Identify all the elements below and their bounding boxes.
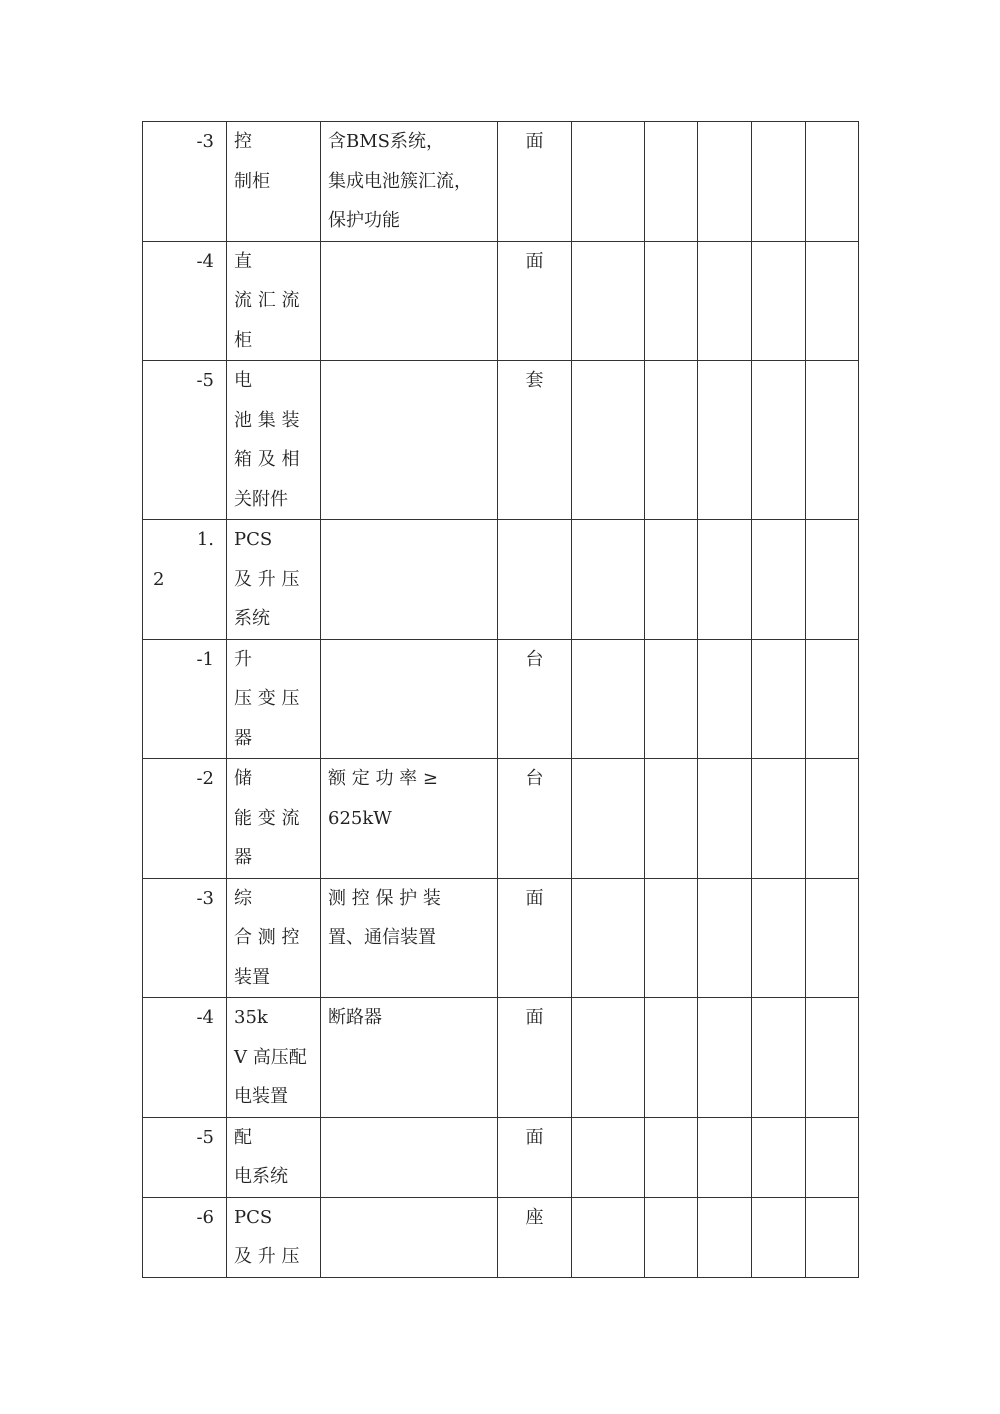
cell-line: 关附件	[234, 488, 288, 510]
cell-line: 含BMS系统，	[328, 131, 444, 152]
cell-line: 流 汇 流	[234, 290, 300, 311]
table-row	[143, 361, 859, 520]
cell-line: -1	[196, 648, 214, 670]
empty-cell	[698, 1197, 752, 1277]
empty-cell	[752, 520, 806, 640]
empty-cell	[645, 122, 698, 242]
empty-cell	[698, 639, 752, 759]
item-spec-cell	[321, 878, 498, 998]
empty-cell	[806, 241, 859, 361]
empty-cell	[698, 520, 752, 640]
item-name-cell	[227, 122, 321, 242]
cell-line: 面	[525, 131, 544, 152]
empty-cell	[572, 759, 645, 879]
item-spec-cell	[321, 122, 498, 242]
cell-line: 断路器	[328, 1007, 382, 1028]
item-spec-cell	[321, 639, 498, 759]
cell-line: -5	[196, 1126, 214, 1148]
empty-cell	[572, 639, 645, 759]
empty-cell	[806, 1197, 859, 1277]
empty-cell	[752, 998, 806, 1118]
empty-cell	[572, 241, 645, 361]
cell-line: 压 变 压	[234, 688, 300, 709]
table-row	[143, 241, 859, 361]
empty-cell	[645, 759, 698, 879]
item-unit-cell	[498, 759, 572, 879]
cell-line: 额 定 功 率 ≥	[328, 768, 438, 789]
empty-cell	[645, 361, 698, 520]
empty-cell	[806, 1117, 859, 1197]
empty-cell	[572, 1197, 645, 1277]
item-unit-cell	[498, 1197, 572, 1277]
cell-line: 面	[525, 1007, 544, 1028]
empty-cell	[698, 361, 752, 520]
cell-line: 器	[234, 727, 252, 749]
cell-line: 面	[525, 887, 544, 909]
empty-cell	[806, 361, 859, 520]
cell-line: 2	[153, 568, 165, 590]
empty-cell	[806, 998, 859, 1118]
empty-cell	[572, 361, 645, 520]
cell-line: 座	[525, 1206, 544, 1228]
empty-cell	[572, 998, 645, 1118]
item-number-cell	[143, 878, 227, 998]
item-unit-cell	[498, 878, 572, 998]
empty-cell	[645, 1117, 698, 1197]
empty-cell	[698, 1117, 752, 1197]
item-spec-cell	[321, 241, 498, 361]
empty-cell	[572, 878, 645, 998]
item-number-cell	[143, 639, 227, 759]
cell-line: -5	[196, 370, 214, 391]
empty-cell	[806, 878, 859, 998]
empty-cell	[572, 1117, 645, 1197]
cell-line: 及 升 压	[234, 568, 300, 590]
cell-line: 直	[234, 250, 252, 272]
empty-cell	[752, 361, 806, 520]
item-name-cell	[227, 1197, 321, 1277]
item-number-cell	[143, 1197, 227, 1277]
empty-cell	[752, 878, 806, 998]
item-number-cell	[143, 1117, 227, 1197]
empty-cell	[752, 241, 806, 361]
empty-cell	[698, 122, 752, 242]
empty-cell	[752, 1197, 806, 1277]
cell-line: 置、通信装置	[328, 927, 436, 948]
item-number-cell	[143, 122, 227, 242]
item-spec-cell	[321, 520, 498, 640]
item-number-cell	[143, 759, 227, 879]
cell-line: 台	[525, 648, 544, 670]
cell-line: 保护功能	[328, 210, 400, 231]
cell-line: 控	[234, 131, 252, 152]
cell-line: 面	[525, 250, 544, 272]
item-name-cell	[227, 241, 321, 361]
cell-line: -4	[196, 250, 214, 272]
item-name-cell	[227, 878, 321, 998]
item-name-cell	[227, 639, 321, 759]
empty-cell	[698, 759, 752, 879]
cell-line: -2	[196, 768, 214, 789]
table-row	[143, 1117, 859, 1197]
cell-line: 配	[234, 1126, 252, 1148]
empty-cell	[698, 998, 752, 1118]
item-number-cell	[143, 361, 227, 520]
cell-line: 柜	[234, 329, 252, 351]
cell-line: 625kW	[328, 807, 392, 829]
table-row	[143, 122, 859, 242]
item-number-cell	[143, 241, 227, 361]
empty-cell	[645, 520, 698, 640]
empty-cell	[806, 759, 859, 879]
cell-line: PCS	[234, 1206, 273, 1228]
empty-cell	[752, 639, 806, 759]
item-name-cell	[227, 520, 321, 640]
empty-cell	[645, 998, 698, 1118]
table-row	[143, 998, 859, 1118]
item-number-cell	[143, 998, 227, 1118]
item-spec-cell	[321, 998, 498, 1118]
cell-line: 测 控 保 护 装	[328, 887, 441, 909]
empty-cell	[752, 1117, 806, 1197]
table-row	[143, 1197, 859, 1277]
empty-cell	[806, 122, 859, 242]
table-row	[143, 639, 859, 759]
cell-line: 器	[234, 847, 252, 868]
item-name-cell	[227, 361, 321, 520]
item-name-cell	[227, 759, 321, 879]
empty-cell	[572, 520, 645, 640]
cell-line: 套	[525, 370, 544, 391]
cell-line: 面	[525, 1126, 544, 1148]
empty-cell	[645, 1197, 698, 1277]
cell-line: 35k	[234, 1007, 268, 1028]
item-unit-cell	[498, 122, 572, 242]
cell-line: 电	[234, 370, 252, 391]
equipment-table	[142, 121, 859, 1278]
table-row	[143, 520, 859, 640]
table-row	[143, 878, 859, 998]
cell-line: -4	[196, 1007, 214, 1028]
cell-line: 系统	[234, 608, 270, 629]
cell-line: V 高压配	[234, 1046, 307, 1068]
item-unit-cell	[498, 1117, 572, 1197]
cell-line: 合 测 控	[234, 927, 300, 948]
table-row	[143, 759, 859, 879]
item-unit-cell	[498, 998, 572, 1118]
item-name-cell	[227, 998, 321, 1118]
cell-line: 集成电池簇汇流，	[328, 170, 472, 192]
item-spec-cell	[321, 361, 498, 520]
cell-line: 能 变 流	[234, 807, 300, 829]
cell-line: 综	[234, 887, 252, 909]
empty-cell	[752, 759, 806, 879]
empty-cell	[572, 122, 645, 242]
cell-line: 1.	[196, 529, 214, 550]
empty-cell	[645, 878, 698, 998]
item-spec-cell	[321, 1117, 498, 1197]
cell-line: -3	[196, 131, 214, 152]
item-unit-cell	[498, 361, 572, 520]
cell-line: 池 集 装	[234, 409, 300, 431]
cell-line: 电装置	[234, 1086, 288, 1107]
empty-cell	[806, 520, 859, 640]
cell-line: 及 升 压	[234, 1246, 300, 1267]
empty-cell	[806, 639, 859, 759]
item-number-cell	[143, 520, 227, 640]
cell-line: 装置	[234, 966, 270, 988]
cell-line: -6	[196, 1206, 214, 1228]
empty-cell	[645, 639, 698, 759]
cell-line: 电系统	[234, 1166, 288, 1187]
empty-cell	[698, 241, 752, 361]
item-name-cell	[227, 1117, 321, 1197]
cell-line: -3	[196, 887, 214, 909]
item-unit-cell	[498, 520, 572, 640]
empty-cell	[698, 878, 752, 998]
item-spec-cell	[321, 1197, 498, 1277]
empty-cell	[752, 122, 806, 242]
item-unit-cell	[498, 241, 572, 361]
cell-line: 台	[525, 768, 544, 789]
cell-line: 制柜	[234, 170, 270, 192]
cell-line: PCS	[234, 529, 273, 550]
item-unit-cell	[498, 639, 572, 759]
empty-cell	[645, 241, 698, 361]
cell-line: 储	[234, 768, 252, 789]
cell-line: 升	[234, 648, 252, 670]
cell-line: 箱 及 相	[234, 449, 300, 470]
item-spec-cell	[321, 759, 498, 879]
